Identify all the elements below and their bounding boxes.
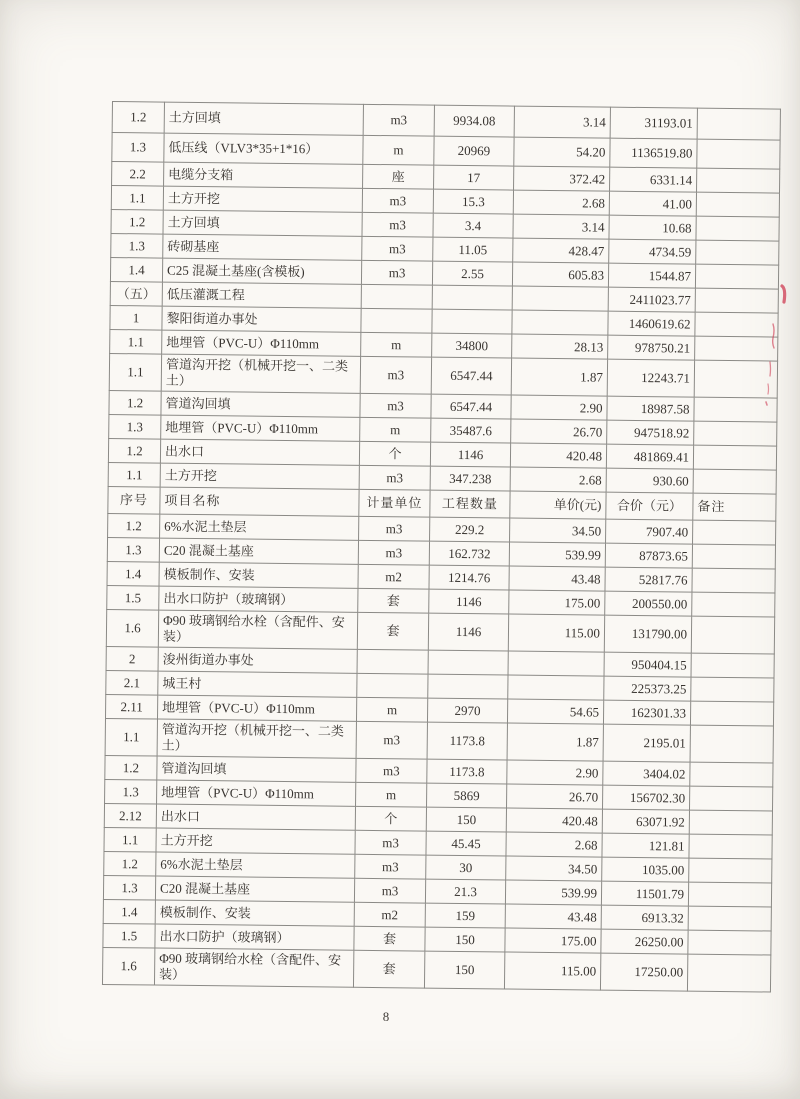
cell-name: 管道沟开挖（机械开挖一、二类土） [157, 719, 356, 758]
cell-note [692, 592, 775, 617]
cell-unit: m3 [360, 393, 431, 418]
cell-name: 地埋管（PVC-U）Φ110mm [157, 780, 356, 806]
cell-qty: 2.55 [432, 261, 512, 286]
cell-name: C20 混凝土基座 [159, 538, 358, 564]
cell-unit: 个 [359, 441, 430, 466]
cell-price: 539.99 [505, 880, 601, 905]
cell-unit: m [356, 782, 427, 807]
cell-name: 土方回填 [164, 102, 363, 135]
cell-price: 3.14 [514, 106, 610, 138]
cell-name: 低压灌溉工程 [162, 282, 361, 308]
cell-unit: m3 [362, 236, 433, 261]
cell-unit [357, 673, 428, 698]
cell-qty: 6547.44 [431, 394, 511, 419]
cell-price: 28.13 [512, 334, 608, 359]
cell-note [690, 725, 773, 763]
cell-total: 63071.92 [602, 809, 689, 834]
cell-unit: m3 [355, 830, 426, 855]
cell-total: 6913.32 [601, 905, 688, 930]
cell-price: 428.47 [513, 238, 609, 263]
cell-unit: 套 [353, 950, 424, 988]
cell-unit: m2 [358, 564, 429, 589]
cell-unit [361, 284, 432, 309]
cell-name: 浚州街道办事处 [158, 647, 357, 673]
cell-seq: 1.1 [111, 186, 163, 211]
cell-qty: 1146 [430, 442, 510, 467]
cell-total: 2411023.77 [608, 287, 695, 312]
cell-price: 26.70 [511, 419, 607, 444]
table-row [102, 947, 770, 992]
cell-name: 管道沟回填 [161, 391, 360, 417]
cell-seq: 1.5 [103, 923, 155, 948]
cell-qty: 34800 [432, 333, 512, 358]
cell-total: 156702.30 [602, 785, 689, 810]
cell-price: 372.42 [514, 166, 610, 191]
cell-qty: 1173.8 [427, 759, 507, 784]
cell-name: C25 混凝土基座(含模板) [162, 258, 361, 284]
cell-unit: m [363, 135, 434, 165]
cell-unit: 个 [355, 806, 426, 831]
cell-seq: 1.3 [111, 233, 163, 258]
cell-note [691, 653, 774, 678]
cell-name: Φ90 玻璃钢给水栓（含配件、安装） [154, 948, 353, 987]
cell-unit: m3 [355, 854, 426, 879]
cell-price: 115.00 [508, 614, 604, 652]
cell-total: 3404.02 [603, 761, 690, 786]
cell-price: 175.00 [505, 928, 601, 953]
cell-note [688, 882, 771, 907]
cell-qty: 2970 [427, 698, 507, 723]
cell-name: 城王村 [158, 671, 357, 697]
column-header-qty: 工程数量 [430, 490, 510, 518]
cell-note [690, 701, 773, 726]
cell-name: 出水口防护（玻璃钢） [159, 586, 358, 612]
cell-price: 605.83 [512, 262, 608, 287]
cell-seq: 1.1 [108, 462, 160, 487]
cell-name: 管道沟回填 [157, 756, 356, 782]
cell-seq: 1.1 [109, 353, 161, 391]
cell-total: 162301.33 [603, 700, 690, 725]
cell-note [689, 786, 772, 811]
cell-qty: 21.3 [425, 879, 505, 904]
cell-note [696, 216, 779, 241]
cell-total: 1136519.80 [610, 138, 697, 168]
cell-note [691, 616, 774, 654]
cell-price: 2.68 [513, 190, 609, 215]
cell-name: 地埋管（PVC-U）Φ110mm [161, 415, 360, 441]
cell-qty [432, 309, 512, 334]
cell-qty: 347.238 [430, 466, 510, 491]
cell-note [696, 240, 779, 265]
cell-qty: 5869 [427, 783, 507, 808]
cell-name: 砖砌基座 [163, 234, 362, 260]
cell-seq: 1.1 [104, 827, 156, 852]
cell-unit: 套 [354, 926, 425, 951]
cell-qty: 17 [434, 165, 514, 190]
column-header-seq: 序号 [108, 486, 160, 514]
cell-note [689, 834, 772, 859]
cell-unit: m [356, 697, 427, 722]
cell-seq: 1.2 [108, 438, 160, 463]
cell-note [695, 264, 778, 289]
cell-name: 土方开挖 [160, 463, 359, 489]
cell-note [695, 336, 778, 361]
boq-table-body [102, 102, 780, 993]
cell-qty: 3.4 [433, 213, 513, 238]
column-header-name: 项目名称 [160, 487, 359, 516]
cell-qty: 162.732 [429, 541, 509, 566]
cell-price: 2.90 [507, 760, 603, 785]
cell-total: 1035.00 [602, 857, 689, 882]
cell-seq: 2.11 [105, 694, 157, 719]
cell-qty: 150 [425, 927, 505, 952]
cell-total: 947518.92 [607, 420, 694, 445]
cell-seq: 1.2 [105, 755, 157, 780]
cell-name: 黎阳街道办事处 [162, 306, 361, 332]
cell-seq: 1.2 [104, 851, 156, 876]
cell-seq: 1.2 [108, 513, 160, 538]
cell-seq: 1 [110, 305, 162, 330]
cell-total: 18987.58 [607, 396, 694, 421]
cell-price [508, 675, 604, 700]
cell-name: 电缆分支箱 [164, 162, 363, 188]
cell-name: 土方回填 [163, 210, 362, 236]
cell-unit: 座 [363, 164, 434, 189]
cell-seq: 1.4 [103, 899, 155, 924]
cell-price: 2.68 [510, 467, 606, 492]
cell-note [687, 954, 770, 992]
column-header-price: 单价(元) [510, 491, 606, 519]
cell-seq: 1.2 [112, 102, 164, 134]
cell-price: 43.48 [509, 566, 605, 591]
cell-price: 420.48 [506, 808, 602, 833]
cell-total: 26250.00 [601, 929, 688, 954]
cell-qty: 1173.8 [427, 722, 507, 760]
cell-price: 26.70 [507, 784, 603, 809]
cell-total: 12243.71 [607, 359, 694, 397]
cell-qty [428, 674, 508, 699]
cell-name: C20 混凝土基座 [155, 876, 354, 902]
cell-name: 地埋管（PVC-U）Φ110mm [162, 330, 361, 356]
cell-total: 6331.14 [610, 167, 697, 192]
cell-total: 131790.00 [604, 615, 691, 653]
cell-seq: 1.6 [102, 947, 154, 985]
cell-note [692, 544, 775, 569]
cell-note [693, 469, 776, 494]
cell-total: 41.00 [609, 191, 696, 216]
cell-note [691, 677, 774, 702]
cell-price: 2.68 [506, 832, 602, 857]
cell-note [688, 930, 771, 955]
cell-unit: m3 [362, 188, 433, 213]
cell-seq: 2.2 [112, 162, 164, 187]
cell-note [695, 288, 778, 313]
cell-seq: 1.3 [107, 537, 159, 562]
cell-unit: m3 [360, 356, 431, 394]
cell-unit: m3 [358, 540, 429, 565]
cell-qty [428, 650, 508, 675]
cell-price: 1.87 [511, 358, 607, 396]
cell-qty: 229.2 [430, 517, 510, 542]
cell-qty: 30 [426, 855, 506, 880]
cell-name: 地埋管（PVC-U）Φ110mm [157, 695, 356, 721]
column-header-unit: 计量单位 [359, 489, 430, 517]
cell-price: 3.14 [513, 214, 609, 239]
cell-seq: 1.3 [105, 779, 157, 804]
cell-price: 115.00 [504, 952, 600, 990]
cell-qty: 20969 [434, 136, 514, 166]
cell-unit: m3 [359, 516, 430, 541]
cell-qty: 35487.6 [431, 418, 511, 443]
cell-price [512, 286, 608, 311]
cell-unit: m [361, 332, 432, 357]
cell-name: 出水口 [160, 439, 359, 465]
boq-table [102, 101, 781, 993]
cell-total: 87873.65 [605, 543, 692, 568]
cell-price: 54.65 [507, 699, 603, 724]
cell-note [695, 312, 778, 337]
cell-name: 出水口防护（玻璃钢） [155, 924, 354, 950]
cell-price: 175.00 [509, 590, 605, 615]
cell-total: 950404.15 [604, 652, 691, 677]
cell-note [694, 421, 777, 446]
cell-price: 1.87 [507, 723, 603, 761]
cell-qty: 150 [426, 807, 506, 832]
cell-total: 121.81 [602, 833, 689, 858]
cell-seq: 1.6 [106, 609, 158, 647]
cell-qty: 1214.76 [429, 565, 509, 590]
cell-name: 出水口 [156, 804, 355, 830]
cell-price [512, 310, 608, 335]
cell-note [689, 858, 772, 883]
column-header-note: 备注 [693, 493, 776, 521]
cell-qty: 11.05 [433, 237, 513, 262]
cell-price: 2.90 [511, 395, 607, 420]
cell-seq: 1.5 [107, 585, 159, 610]
cell-price: 54.20 [514, 137, 610, 167]
cell-seq: 1.4 [110, 257, 162, 282]
cell-total: 52817.76 [605, 567, 692, 592]
cell-note [689, 810, 772, 835]
cell-seq: 1.1 [105, 718, 157, 756]
cell-qty: 150 [424, 951, 504, 989]
cell-total: 1544.87 [608, 263, 695, 288]
cell-name: 模板制作、安装 [155, 900, 354, 926]
cell-price: 34.50 [510, 518, 606, 543]
cell-unit [361, 308, 432, 333]
cell-total: 11501.79 [601, 881, 688, 906]
cell-qty: 159 [425, 903, 505, 928]
cell-seq: 1.4 [107, 561, 159, 586]
cell-note [696, 192, 779, 217]
cell-unit: m3 [356, 721, 427, 759]
cell-note [688, 906, 771, 931]
cell-note [694, 360, 777, 398]
cell-unit: m3 [359, 465, 430, 490]
cell-seq: 1.2 [111, 209, 163, 234]
cell-note [692, 568, 775, 593]
cell-seq: （五） [110, 281, 162, 306]
cell-unit [357, 649, 428, 674]
cell-name: Φ90 玻璃钢给水栓（含配件、安装） [158, 610, 357, 649]
cell-unit: m3 [354, 878, 425, 903]
cell-note [694, 397, 777, 422]
cell-note [690, 762, 773, 787]
cell-total: 225373.25 [604, 676, 691, 701]
cell-unit: m3 [362, 212, 433, 237]
cell-unit: m3 [361, 260, 432, 285]
cell-seq: 1.1 [110, 329, 162, 354]
cell-seq: 1.2 [109, 390, 161, 415]
cell-total: 978750.21 [608, 335, 695, 360]
cell-price: 34.50 [506, 856, 602, 881]
cell-name: 土方开挖 [156, 828, 355, 854]
cell-name: 土方开挖 [163, 186, 362, 212]
cell-price: 43.48 [505, 904, 601, 929]
cell-unit: 套 [358, 588, 429, 613]
cell-total: 481869.41 [606, 444, 693, 469]
cell-seq: 1.3 [103, 875, 155, 900]
cell-total: 7907.40 [606, 519, 693, 544]
cell-total: 31193.01 [610, 107, 697, 139]
cell-name: 管道沟开挖（机械开挖一、二类土） [161, 354, 360, 393]
column-header-total: 合价（元） [606, 492, 693, 520]
cell-total: 200550.00 [605, 591, 692, 616]
cell-seq: 2.1 [106, 670, 158, 695]
cell-qty: 15.3 [433, 189, 513, 214]
cell-unit: 套 [357, 612, 428, 650]
cell-total: 4734.59 [609, 239, 696, 264]
cell-seq: 2.12 [104, 803, 156, 828]
cell-unit: m3 [356, 758, 427, 783]
cell-qty: 9934.08 [434, 105, 514, 137]
cell-seq: 2 [106, 646, 158, 671]
cell-total: 930.60 [606, 468, 693, 493]
cell-price [508, 651, 604, 676]
cell-unit: m3 [363, 104, 434, 136]
cell-note [697, 139, 780, 169]
cell-qty: 6547.44 [431, 357, 511, 395]
cell-name: 模板制作、安装 [159, 562, 358, 588]
cell-unit: m2 [354, 902, 425, 927]
cell-price: 539.99 [509, 542, 605, 567]
cell-total: 2195.01 [603, 724, 690, 762]
cell-qty: 1146 [429, 589, 509, 614]
cell-total: 10.68 [609, 215, 696, 240]
cell-total: 1460619.62 [608, 311, 695, 336]
cell-price: 420.48 [510, 443, 606, 468]
cell-note [697, 108, 780, 140]
cell-qty [432, 285, 512, 310]
cell-seq: 1.3 [109, 414, 161, 439]
cell-note [693, 445, 776, 470]
cell-name: 6%水泥土垫层 [156, 852, 355, 878]
cell-qty: 1146 [428, 613, 508, 651]
cell-unit: m [360, 417, 431, 442]
cell-name: 6%水泥土垫层 [160, 514, 359, 540]
cell-qty: 45.45 [426, 831, 506, 856]
cell-note [697, 168, 780, 193]
page-number: 8 [382, 1009, 390, 1024]
cell-note [693, 520, 776, 545]
cell-seq: 1.3 [112, 133, 164, 163]
cell-total: 17250.00 [600, 953, 687, 991]
cell-name: 低压线（VLV3*35+1*16） [164, 133, 363, 164]
